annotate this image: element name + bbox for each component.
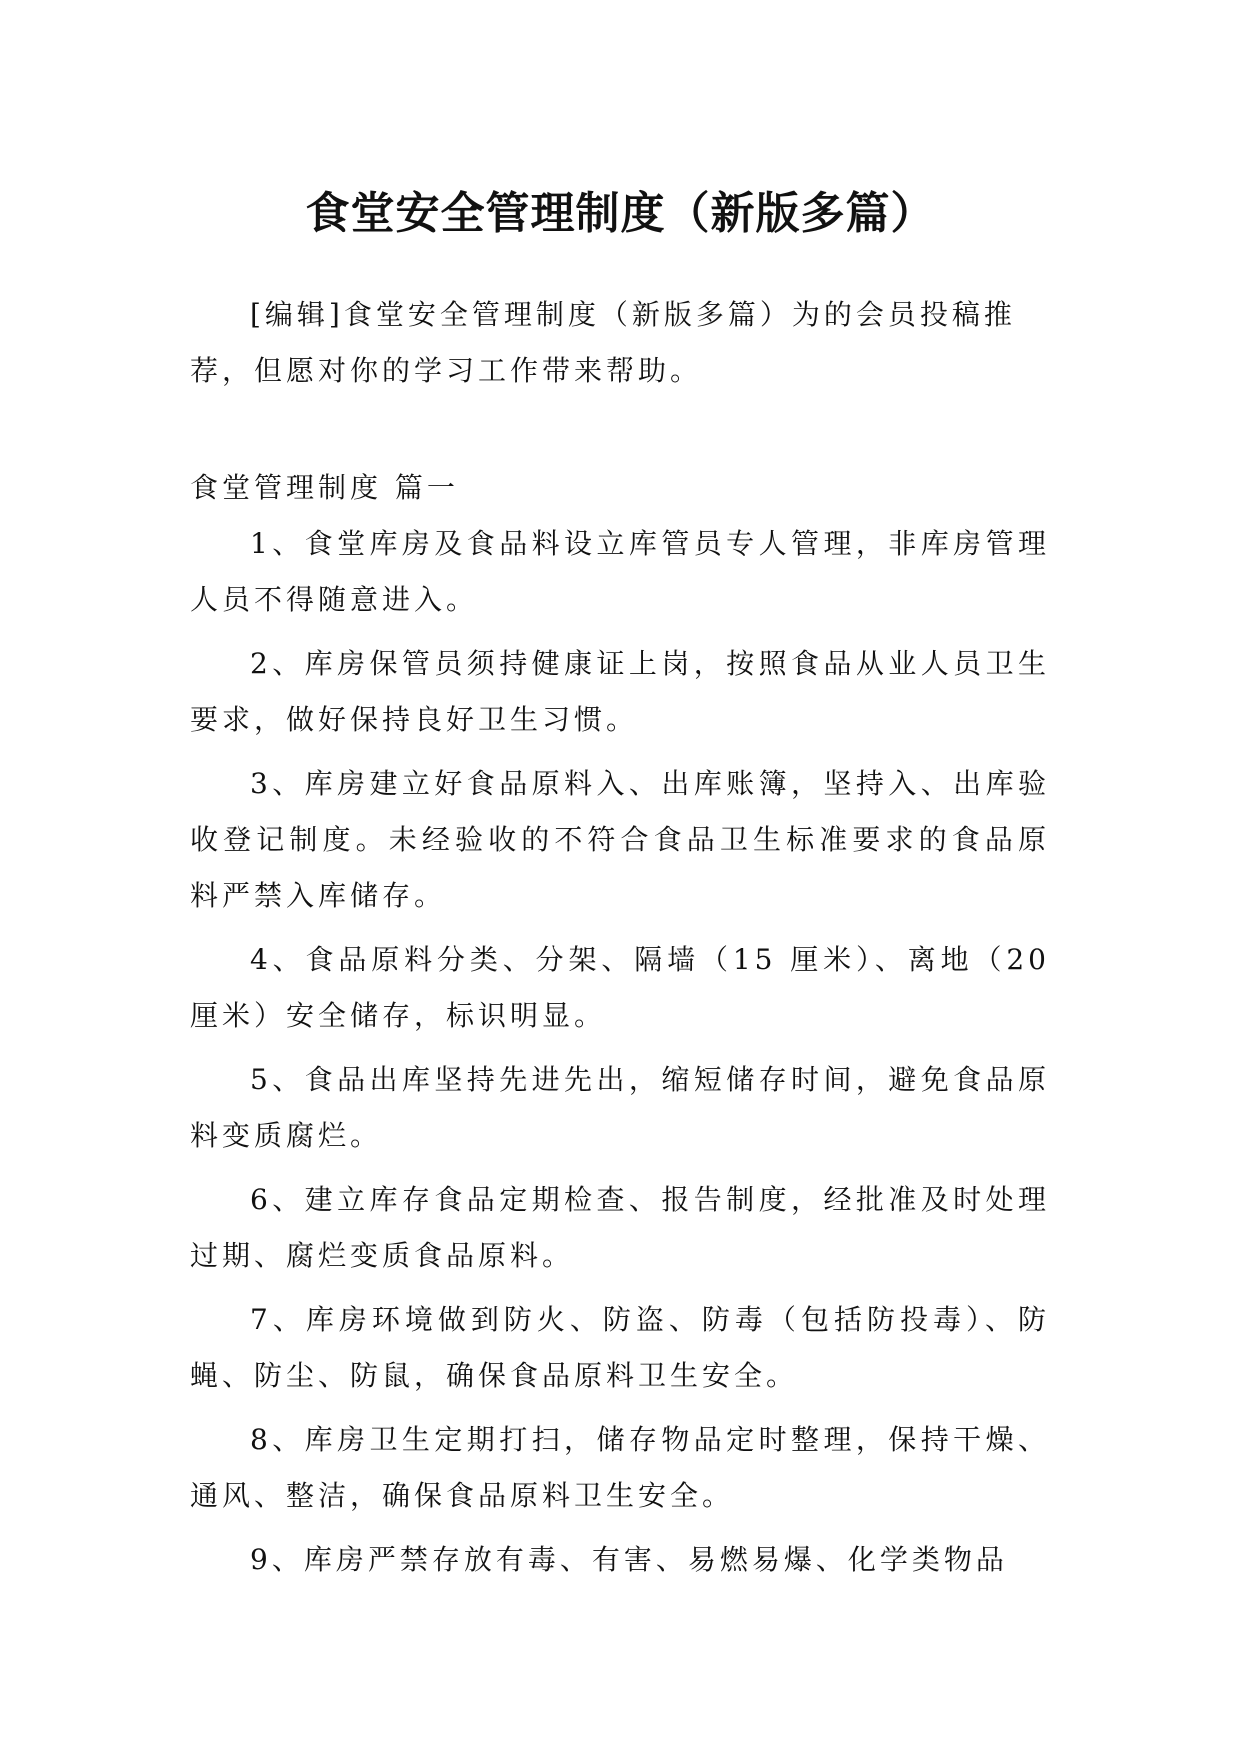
document-title: 食堂安全管理制度（新版多篇） (305, 188, 936, 240)
list-item: 7、库房环境做到防火、防盗、防毒（包括防投毒）、防蝇、防尘、防鼠，确保食品原料卫生安全。 (190, 1303, 1050, 1392)
list-item: 6、建立库存食品定期检查、报告制度，经批准及时处理过期、腐烂变质食品原料。 (190, 1183, 1050, 1272)
list-item: 9、库房严禁存放有毒、有害、易燃易爆、化学类物品 (250, 1543, 1008, 1576)
list-item: 4、食品原料分类、分架、隔墙（15 厘米）、离地（20 厘米）安全储存，标识明显。 (190, 943, 1050, 1032)
list-item: 5、食品出库坚持先进先出，缩短储存时间，避免食品原料变质腐烂。 (190, 1063, 1050, 1152)
section-one (190, 460, 1050, 1588)
intro-paragraph (190, 287, 1050, 399)
list-item: 3、库房建立好食品原料入、出库账簿，坚持入、出库验收登记制度。未经验收的不符合食品卫生标准要求的食品原料严禁入库储存。 (190, 767, 1050, 912)
intro-text: [编辑]食堂安全管理制度（新版多篇）为的会员投稿推荐，但愿对你的学习工作带来帮助。 (190, 298, 1016, 387)
list-item: 1、食堂库房及食品料设立库管员专人管理，非库房管理人员不得随意进入。 (190, 527, 1050, 616)
section-heading: 食堂管理制度 篇一 (190, 471, 459, 504)
list-item: 8、库房卫生定期打扫，储存物品定时整理，保持干燥、通风、整洁，确保食品原料卫生安全。 (190, 1423, 1050, 1512)
list-item: 2、库房保管员须持健康证上岗，按照食品从业人员卫生要求，做好保持良好卫生习惯。 (190, 647, 1050, 736)
